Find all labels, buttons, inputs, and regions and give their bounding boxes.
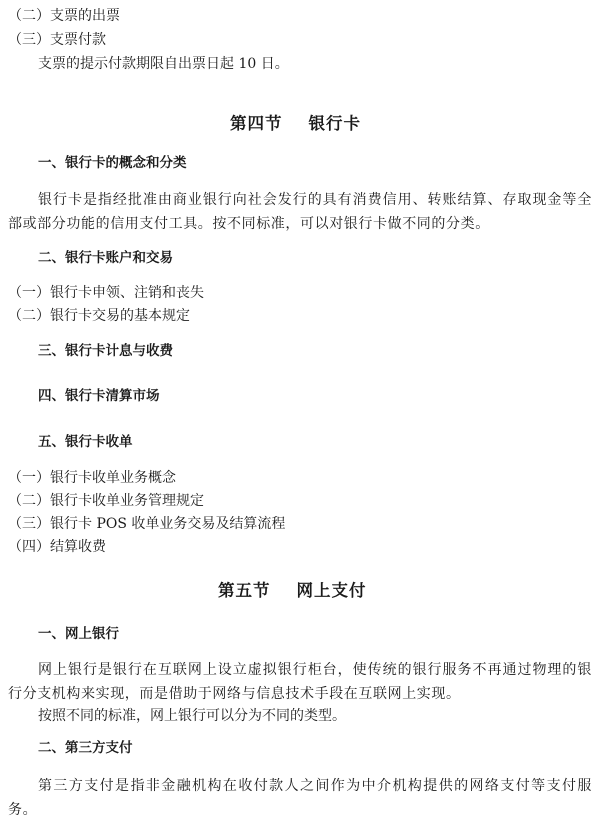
paragraph: 第三方支付是指非金融机构在收付款人之间作为中介机构提供的网络支付等支付服务。 — [8, 778, 592, 818]
section-heading-4 — [230, 112, 361, 136]
subsection-heading: 二、第三方支付 — [38, 740, 133, 756]
list-item: （三）银行卡 POS 收单业务交易及结算流程 — [8, 516, 286, 532]
subsection-heading: 四、银行卡清算市场 — [38, 388, 160, 404]
paragraph: 网上银行是银行在互联网上设立虚拟银行柜台，使传统的银行服务不再通过物理的银行分支机构来实现，而是借助于网络与信息技术手段在互联网上实现。 — [8, 662, 592, 702]
subsection-heading: 三、银行卡计息与收费 — [38, 343, 173, 359]
paragraph: 银行卡是指经批准由商业银行向社会发行的具有消费信用、转账结算、存取现金等全部或部分功能的信用支付工具。按不同标准，可以对银行卡做不同的分类。 — [8, 192, 592, 232]
paragraph: 按照不同的标准，网上银行可以分为不同的类型。 — [38, 708, 346, 724]
list-item: （二）银行卡交易的基本规定 — [8, 308, 190, 324]
subsection-heading: 一、银行卡的概念和分类 — [38, 155, 187, 171]
section-number: 第四节 — [230, 114, 283, 133]
subsection-heading: 五、银行卡收单 — [38, 434, 133, 450]
list-item: （二）支票的出票 — [8, 8, 120, 24]
list-item: （一）银行卡申领、注销和丧失 — [8, 285, 204, 301]
list-item: （二）银行卡收单业务管理规定 — [8, 493, 204, 509]
list-item: （四）结算收费 — [8, 539, 106, 555]
section-title: 银行卡 — [308, 114, 361, 133]
section-heading-5 — [218, 579, 367, 603]
paragraph: 支票的提示付款期限自出票日起 10 日。 — [38, 56, 289, 72]
subsection-heading: 一、网上银行 — [38, 626, 119, 642]
list-item: （一）银行卡收单业务概念 — [8, 470, 176, 486]
section-title: 网上支付 — [296, 581, 367, 600]
section-number: 第五节 — [218, 581, 271, 600]
list-item: （三）支票付款 — [8, 32, 106, 48]
subsection-heading: 二、银行卡账户和交易 — [38, 250, 173, 266]
